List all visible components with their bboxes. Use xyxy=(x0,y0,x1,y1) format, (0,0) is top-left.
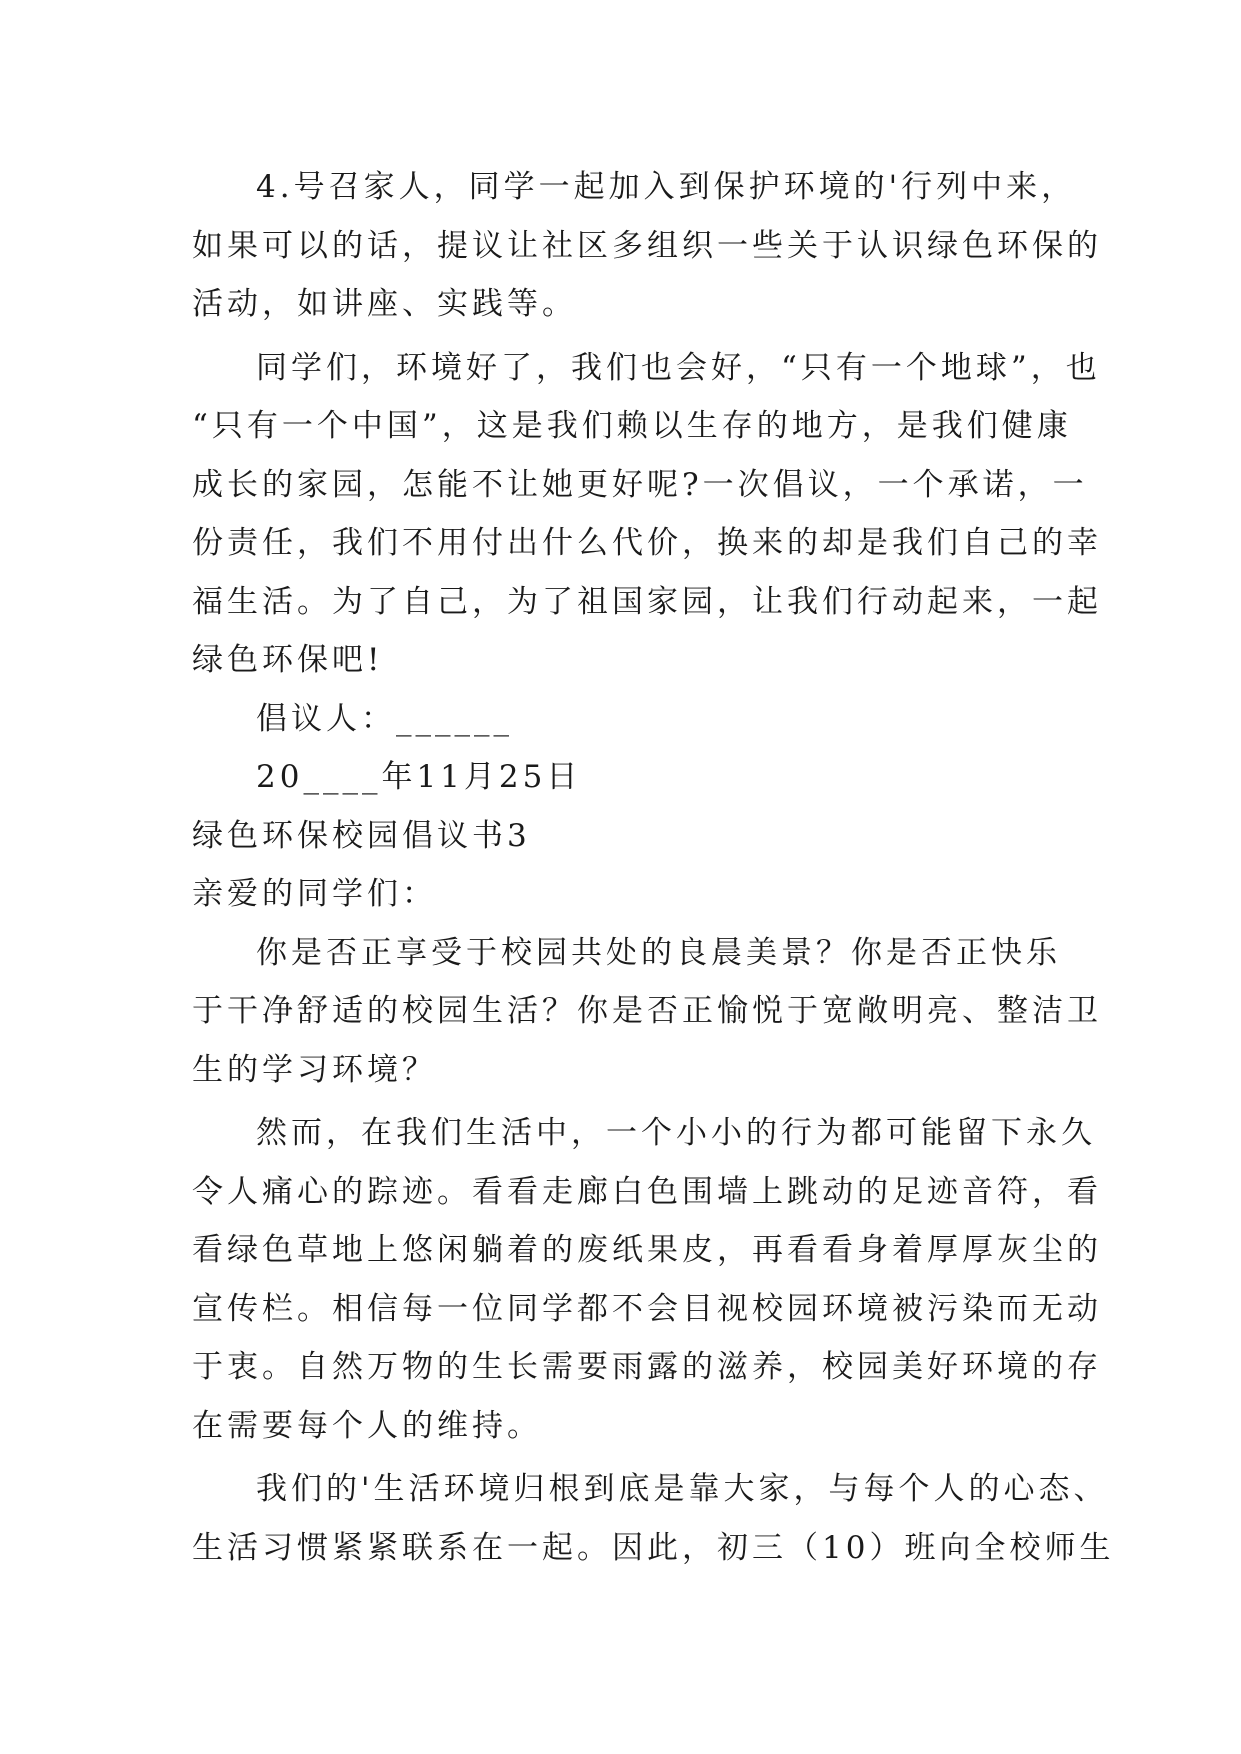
text-line: 如果可以的话，提议让社区多组织一些关于认识绿色环保的 xyxy=(192,227,1102,264)
text-line: 绿色环保吧! xyxy=(192,642,384,678)
date-line: 20____年11月25日 xyxy=(256,759,582,795)
text-line: “只有一个中国”，这是我们赖以生存的地方，是我们健康 xyxy=(192,408,1072,444)
text-line: 在需要每个人的维持。 xyxy=(192,1407,542,1444)
text-line: 生活习惯紧紧联系在一起。因此，初三（10）班向全校师生 xyxy=(192,1529,1115,1566)
section-title: 绿色环保校园倡议书3 xyxy=(192,817,531,854)
text-line: 于干净舒适的校园生活？你是否正愉悦于宽敞明亮、整洁卫 xyxy=(192,993,1102,1029)
text-line: 我们的'生活环境归根到底是靠大家，与每个人的心态、 xyxy=(256,1471,1109,1507)
text-line: 令人痛心的踪迹。看看走廊白色围墙上跳动的足迹音符，看 xyxy=(192,1173,1102,1210)
text-line: 宣传栏。相信每一位同学都不会目视校园环境被污染而无动 xyxy=(192,1290,1102,1327)
text-line: 份责任，我们不用付出什么代价，换来的却是我们自己的幸 xyxy=(192,525,1102,561)
document-body xyxy=(192,158,1115,1577)
text-line: 于衷。自然万物的生长需要雨露的滋养，校园美好环境的存 xyxy=(192,1349,1102,1385)
signature-line: 倡议人：______ xyxy=(256,700,513,737)
salutation: 亲爱的同学们： xyxy=(192,876,437,912)
text-line: 福生活。为了自己，为了祖国家园，让我们行动起来，一起 xyxy=(192,583,1102,620)
text-line: 然而，在我们生活中，一个小小的行为都可能留下永久 xyxy=(256,1115,1096,1151)
text-line: 成长的家园，怎能不让她更好呢?一次倡议，一个承诺，一 xyxy=(192,466,1088,503)
text-line: 同学们，环境好了，我们也会好，“只有一个地球”，也 xyxy=(256,349,1101,386)
text-line: 生的学习环境？ xyxy=(192,1051,437,1088)
text-line: 你是否正享受于校园共处的良晨美景？你是否正快乐 xyxy=(256,934,1061,971)
text-line: 活动，如讲座、实践等。 xyxy=(192,286,577,322)
text-line: 看绿色草地上悠闲躺着的废纸果皮，再看看身着厚厚灰尘的 xyxy=(192,1232,1102,1268)
text-line: 4.号召家人，同学一起加入到保护环境的'行列中来， xyxy=(256,169,1077,205)
